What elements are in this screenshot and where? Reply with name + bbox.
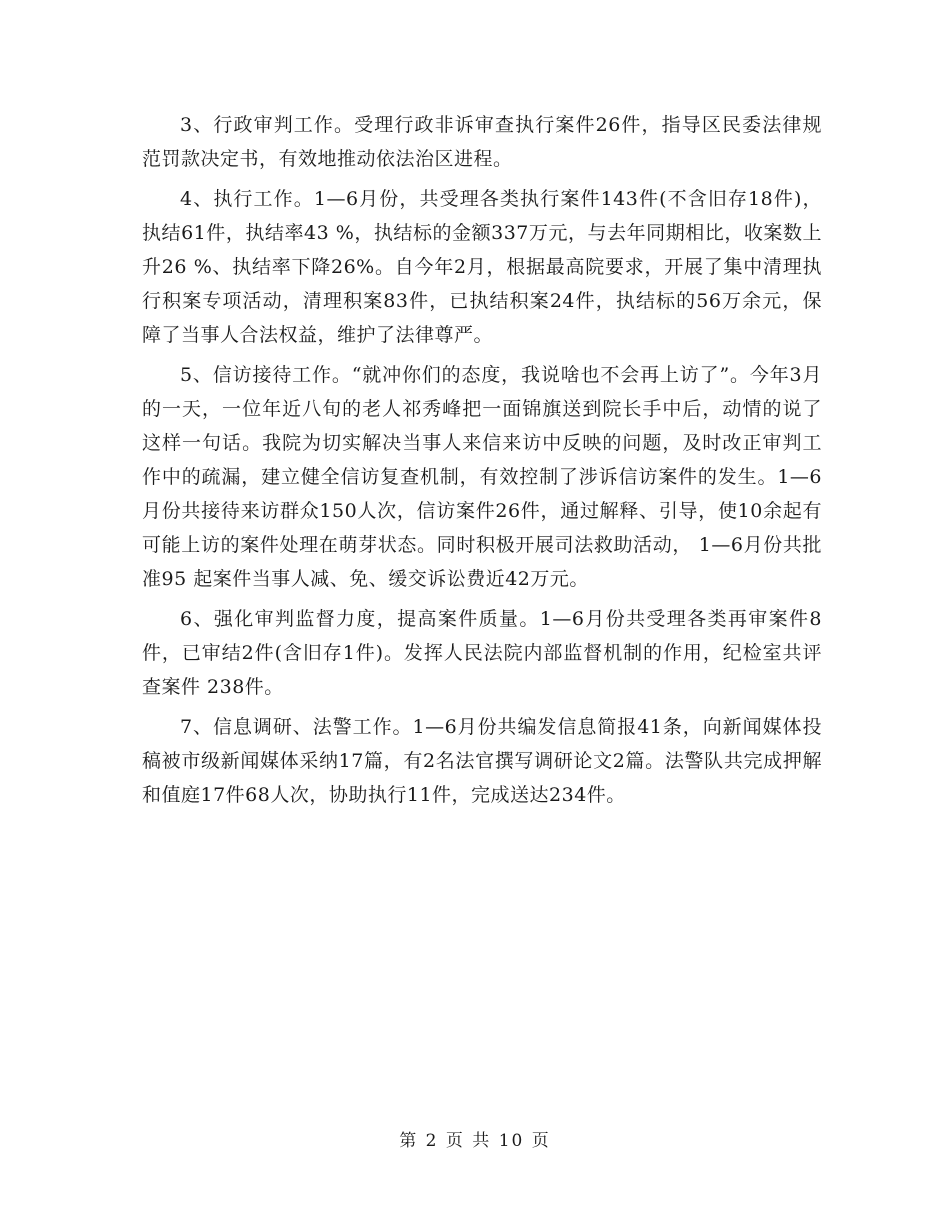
paragraph-trial-supervision: 6、强化审判监督力度，提高案件质量。1—6月份共受理各类再审案件8件，已审结2件(含旧存1件)。发挥人民法院内部监督机制的作用，纪检室共评查案件 238件。 [142,608,822,698]
document-body [142,108,822,818]
paragraph-enforcement: 4、执行工作。1—6月份，共受理各类执行案件143件(不含旧存18件)，执结61件，执结率43 %，执结标的金额337万元，与去年同期相比，收案数上升26 %、执结率下降26%。自今年2月，根据最高院要求，开展了集中清理执行积案专项活动，清理积案83件，已执结积案24件，执结标的56万余元，保障了当事人合法权益，维护了法律尊严。 [142,188,822,346]
paragraph-petition-reception: 5、信访接待工作。“就冲你们的态度，我说啥也不会再上访了”。今年3月的一天，一位年近八旬的老人祁秀峰把一面锦旗送到院长手中后，动情的说了这样一句话。我院为切实解决当事人来信来访中反映的问题，及时改正审判工作中的疏漏，建立健全信访复查机制，有效控制了涉诉信访案件的发生。1—6月份共接待来访群众150人次，信访案件26件，通过解释、引导，使10余起有可能上访的案件处理在萌芽状态。同时积极开展司法救助活动， 1—6月份共批准95 起案件当事人减、免、缓交诉讼费近42万元。 [142,364,822,590]
paragraph-research-bailiff: 7、信息调研、法警工作。1—6月份共编发信息简报41条，向新闻媒体投稿被市级新闻媒体采纳17篇，有2名法官撰写调研论文2篇。法警队共完成押解和值庭17件68人次，协助执行11件，完成送达234件。 [142,716,822,806]
paragraph-administrative-trial: 3、行政审判工作。受理行政非诉审查执行案件26件，指导区民委法律规范罚款决定书，有效地推动依法治区进程。 [142,114,822,170]
page-number-footer: 第 2 页 共 10 页 [399,1131,551,1151]
